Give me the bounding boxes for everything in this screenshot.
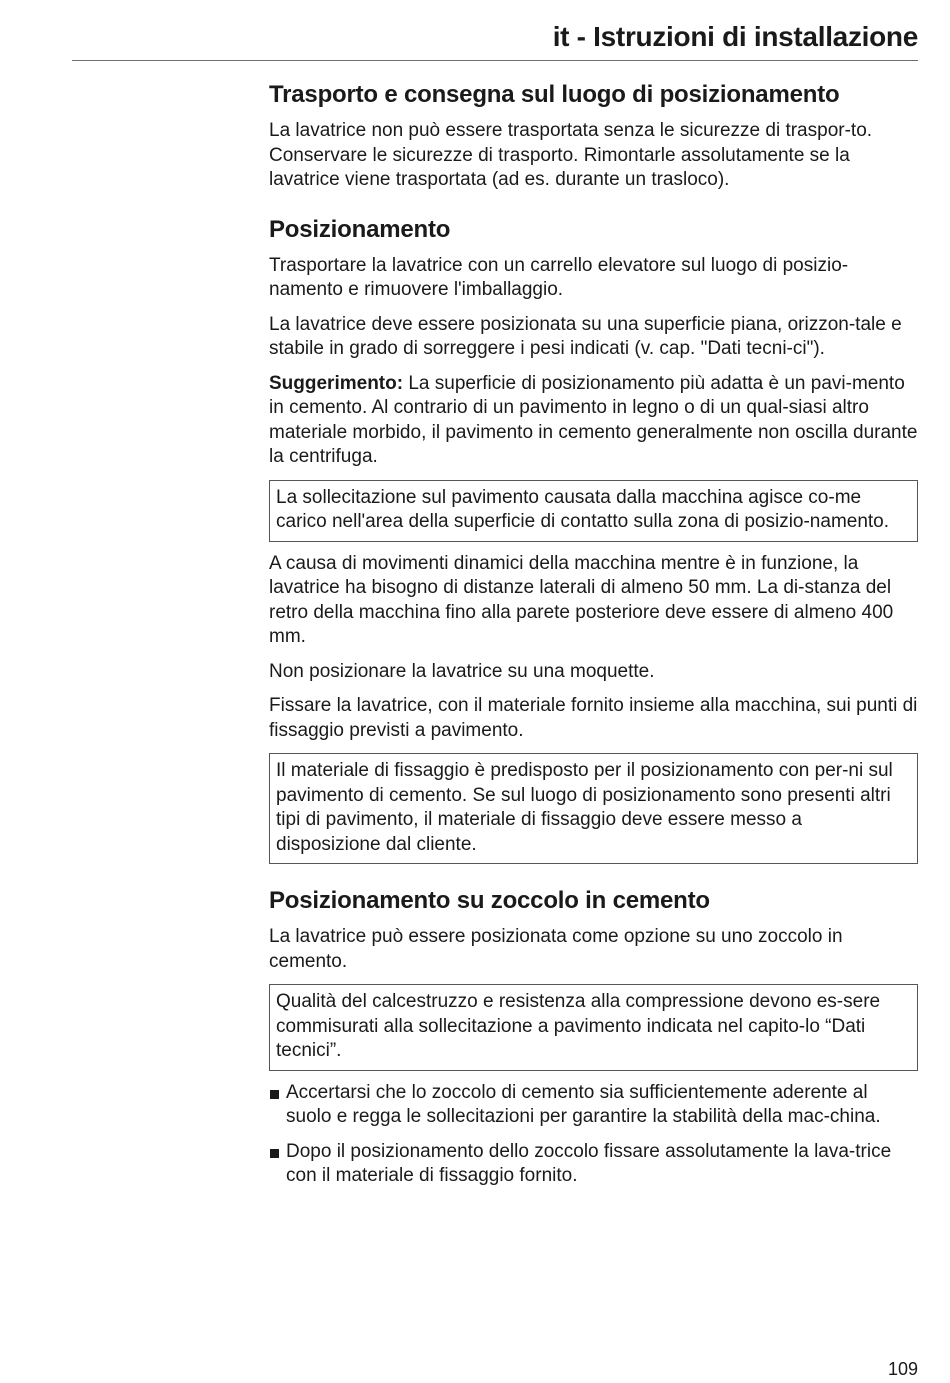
note-box: La sollecitazione sul pavimento causata dalla macchina agisce co-me carico nell'area della superficie di contatto sulla zona di posizio-namento. [269,480,918,542]
section-heading-trasporto: Trasporto e consegna sul luogo di posizionamento [269,81,840,108]
list-item [269,1081,918,1130]
note-box: Il materiale di fissaggio è predisposto per il posizionamento con per-ni sul pavimento di cemento. Se sul luogo di posizionamento sono presenti altri tipi di pavimento, il materiale di fissaggio deve essere messo a disposizione dal cliente. [269,753,918,864]
square-bullet-icon [270,1090,279,1099]
paragraph: La lavatrice deve essere posizionata su una superficie piana, orizzon-tale e stabile in grado di sorreggere i pesi indicati (v. cap. "Dati tecni-ci"). [269,313,902,359]
note-box: Qualità del calcestruzzo e resistenza alla compressione devono es-sere commisurati alla sollecitazione a pavimento indicata nel capito-lo “Dati tecnici”. [269,984,918,1071]
tip-text: La superficie di posizionamento più adatta è un pavi-mento in cemento. Al contrario di un pavimento in legno o di un qual-siasi altro materiale morbido, il pavimento in cemento generalmente non oscilla durante la centrifuga. [269,372,918,467]
page-header [72,18,918,61]
paragraph: Non posizionare la lavatrice su una moquette. [269,660,655,682]
header-title: it - Istruzioni di installazione [552,21,918,52]
page-number: 109 [887,1359,918,1379]
paragraph: La lavatrice non può essere trasportata senza le sicurezze di traspor-to. Conservare le sicurezze di trasporto. Rimontarle assolutamente se la lavatrice viene trasportata (ad es. durante un trasloco). [269,120,873,190]
paragraph: Fissare la lavatrice, con il materiale fornito insieme alla macchina, sui punti di fissaggio previsti a pavimento. [269,695,918,741]
section-heading-posizionamento: Posizionamento [269,215,451,243]
tip-label: Suggerimento: [269,372,404,394]
square-bullet-icon [270,1149,279,1158]
page-content [269,80,918,1199]
tip-paragraph [269,372,918,470]
section-heading-zoccolo: Posizionamento su zoccolo in cemento [269,887,710,914]
paragraph: La lavatrice può essere posizionata come opzione su uno zoccolo in cemento. [269,926,843,972]
list-item [269,1140,918,1189]
list-item-text: Dopo il posizionamento dello zoccolo fissare assolutamente la lava-trice con il materiale di fissaggio fornito. [286,1140,892,1186]
paragraph: Trasportare la lavatrice con un carrello elevatore sul luogo di posizio-namento e rimuovere l'imballaggio. [269,254,849,300]
list-item-text: Accertarsi che lo zoccolo di cemento sia sufficientemente aderente al suolo e regga le sollecitazioni per garantire la stabilità della mac-china. [286,1081,881,1127]
bullet-list [269,1081,918,1189]
paragraph: A causa di movimenti dinamici della macchina mentre è in funzione, la lavatrice ha bisogno di distanze laterali di almeno 50 mm. La di-stanza del retro della macchina fino alla parete posteriore deve essere di almeno 400 mm. [269,552,894,647]
